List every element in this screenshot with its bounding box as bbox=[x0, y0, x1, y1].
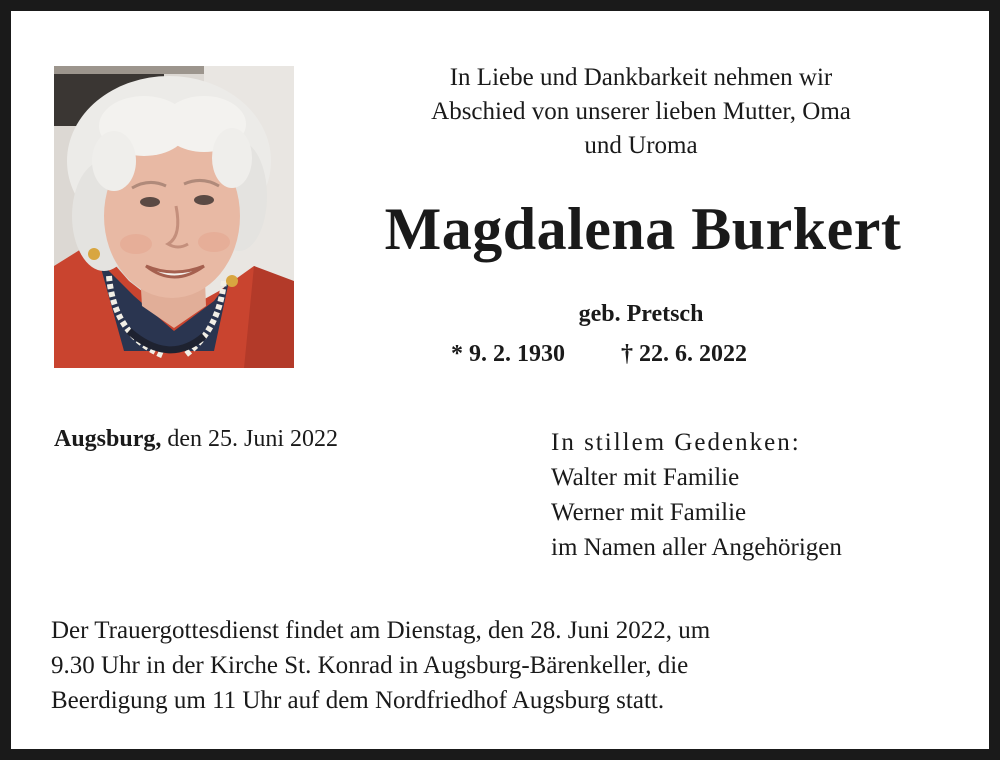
intro-line: In Liebe und Dankbarkeit nehmen wir bbox=[449, 64, 833, 91]
mourners-heading: In stillem Gedenken: bbox=[551, 429, 801, 456]
death-date: † 22. 6. 2022 bbox=[621, 341, 747, 367]
mourner-line: im Namen aller Angehörigen bbox=[551, 534, 842, 561]
obituary-card bbox=[11, 11, 989, 749]
service-info bbox=[51, 613, 971, 718]
place-name: Augsburg, bbox=[54, 426, 162, 452]
service-line: 9.30 Uhr in der Kirche St. Konrad in Augsburg-Bärenkeller, die bbox=[51, 652, 689, 679]
notice-date: den 25. Juni 2022 bbox=[167, 426, 339, 452]
service-line: Beerdigung um 11 Uhr auf dem Nordfriedhof Augsburg statt. bbox=[51, 687, 665, 714]
deceased-name: Magdalena Burkert bbox=[384, 196, 902, 262]
intro-text bbox=[341, 61, 941, 163]
life-dates bbox=[451, 341, 747, 368]
birth-date: * 9. 2. 1930 bbox=[451, 341, 565, 367]
service-line: Der Trauergottesdienst findet am Dienstag, den 28. Juni 2022, um bbox=[51, 617, 711, 644]
intro-line: Abschied von unserer lieben Mutter, Oma bbox=[431, 98, 851, 125]
intro-line: und Uroma bbox=[584, 132, 698, 159]
mourners-block bbox=[551, 425, 842, 565]
portrait-photo bbox=[54, 66, 294, 368]
mourner-line: Walter mit Familie bbox=[551, 464, 740, 491]
place-and-date bbox=[54, 426, 338, 453]
mourner-line: Werner mit Familie bbox=[551, 499, 747, 526]
maiden-name: geb. Pretsch bbox=[578, 301, 704, 327]
